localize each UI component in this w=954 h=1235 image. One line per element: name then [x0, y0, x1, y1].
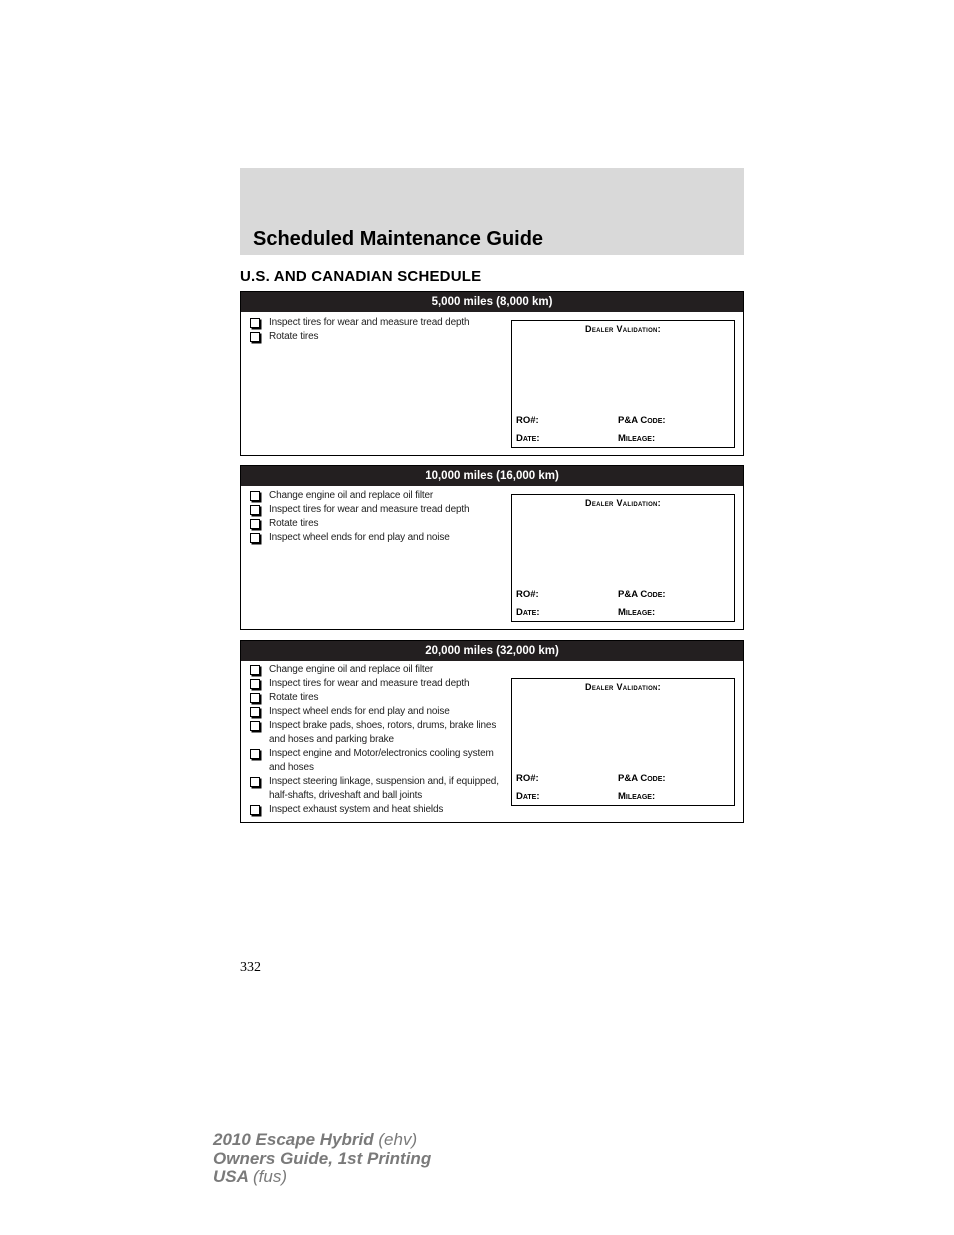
- checkbox-icon[interactable]: [250, 318, 260, 328]
- dealer-validation-box: [511, 678, 735, 806]
- footer-model-code: (ehv): [378, 1130, 418, 1149]
- schedule-interval-header: 20,000 miles (32,000 km): [241, 641, 743, 661]
- page-number: 332: [240, 960, 261, 975]
- section-heading: U.S. AND CANADIAN SCHEDULE: [240, 268, 482, 285]
- checkbox-icon[interactable]: [250, 693, 260, 703]
- task-item[interactable]: [250, 489, 500, 503]
- footer-printing: Owners Guide, 1st Printing: [213, 1148, 432, 1168]
- dealer-validation-title: Dealer Validation:: [585, 498, 661, 508]
- footer-line-1: [213, 1131, 431, 1150]
- mileage-label: Mileage:: [618, 791, 656, 802]
- date-label: Date:: [516, 433, 540, 444]
- task-label: Rotate tires: [269, 331, 319, 342]
- checkbox-icon[interactable]: [250, 332, 260, 342]
- schedule-10000: [240, 465, 744, 630]
- task-label: Change engine oil and replace oil filter: [269, 490, 434, 501]
- task-label: Rotate tires: [269, 692, 319, 703]
- task-list: [250, 489, 500, 545]
- pa-code-label: P&A Code:: [618, 589, 666, 600]
- footer-market: USA: [213, 1167, 249, 1186]
- checkbox-icon[interactable]: [250, 749, 260, 759]
- task-item[interactable]: [250, 330, 500, 344]
- task-item[interactable]: [250, 747, 500, 775]
- task-item[interactable]: [250, 705, 500, 719]
- checkbox-icon[interactable]: [250, 721, 260, 731]
- task-label: Inspect brake pads, shoes, rotors, drums, brake lines and hoses and parking brake: [269, 720, 497, 745]
- task-item[interactable]: [250, 719, 500, 747]
- dealer-validation-box: [511, 494, 735, 622]
- checkbox-icon[interactable]: [250, 505, 260, 515]
- task-item[interactable]: [250, 677, 500, 691]
- task-item[interactable]: [250, 691, 500, 705]
- schedule-interval-header: 10,000 miles (16,000 km): [241, 466, 743, 486]
- dealer-validation-title: Dealer Validation:: [585, 682, 661, 692]
- ro-label: RO#:: [516, 589, 539, 600]
- task-label: Inspect tires for wear and measure tread depth: [269, 504, 470, 515]
- task-label: Inspect exhaust system and heat shields: [269, 804, 444, 815]
- ro-label: RO#:: [516, 773, 539, 784]
- checkbox-icon[interactable]: [250, 805, 260, 815]
- schedule-5000: [240, 291, 744, 456]
- task-label: Inspect wheel ends for end play and noise: [269, 706, 450, 717]
- pa-code-label: P&A Code:: [618, 415, 666, 426]
- footer-line-2: [213, 1150, 431, 1169]
- dealer-validation-title: Dealer Validation:: [585, 324, 661, 334]
- task-item[interactable]: [250, 663, 500, 677]
- task-label: Inspect tires for wear and measure tread depth: [269, 317, 470, 328]
- task-item[interactable]: [250, 503, 500, 517]
- task-list: [250, 316, 500, 344]
- page-title: Scheduled Maintenance Guide: [253, 228, 544, 250]
- task-label: Change engine oil and replace oil filter: [269, 664, 434, 675]
- dealer-validation-box: [511, 320, 735, 448]
- footer-imprint: [213, 1131, 431, 1187]
- task-list: [250, 663, 500, 817]
- checkbox-icon[interactable]: [250, 707, 260, 717]
- checkbox-icon[interactable]: [250, 519, 260, 529]
- checkbox-icon[interactable]: [250, 679, 260, 689]
- task-label: Inspect tires for wear and measure tread depth: [269, 678, 470, 689]
- checkbox-icon[interactable]: [250, 777, 260, 787]
- task-label: Inspect steering linkage, suspension and, if equipped, half-shafts, driveshaft and ball joints: [269, 776, 499, 801]
- ro-label: RO#:: [516, 415, 539, 426]
- mileage-label: Mileage:: [618, 433, 656, 444]
- task-item[interactable]: [250, 316, 500, 330]
- date-label: Date:: [516, 791, 540, 802]
- task-label: Inspect wheel ends for end play and noise: [269, 532, 450, 543]
- task-label: Rotate tires: [269, 518, 319, 529]
- footer-market-code: (fus): [253, 1167, 287, 1186]
- checkbox-icon[interactable]: [250, 533, 260, 543]
- schedule-20000: [240, 640, 744, 823]
- task-label: Inspect engine and Motor/electronics cooling system and hoses: [269, 748, 494, 773]
- task-item[interactable]: [250, 517, 500, 531]
- task-item[interactable]: [250, 531, 500, 545]
- pa-code-label: P&A Code:: [618, 773, 666, 784]
- footer-line-3: [213, 1168, 431, 1187]
- checkbox-icon[interactable]: [250, 665, 260, 675]
- footer-model: 2010 Escape Hybrid: [213, 1130, 374, 1149]
- checkbox-icon[interactable]: [250, 491, 260, 501]
- task-item[interactable]: [250, 803, 500, 817]
- task-item[interactable]: [250, 775, 500, 803]
- schedule-interval-header: 5,000 miles (8,000 km): [241, 292, 743, 312]
- header-band: [240, 168, 744, 255]
- mileage-label: Mileage:: [618, 607, 656, 618]
- date-label: Date:: [516, 607, 540, 618]
